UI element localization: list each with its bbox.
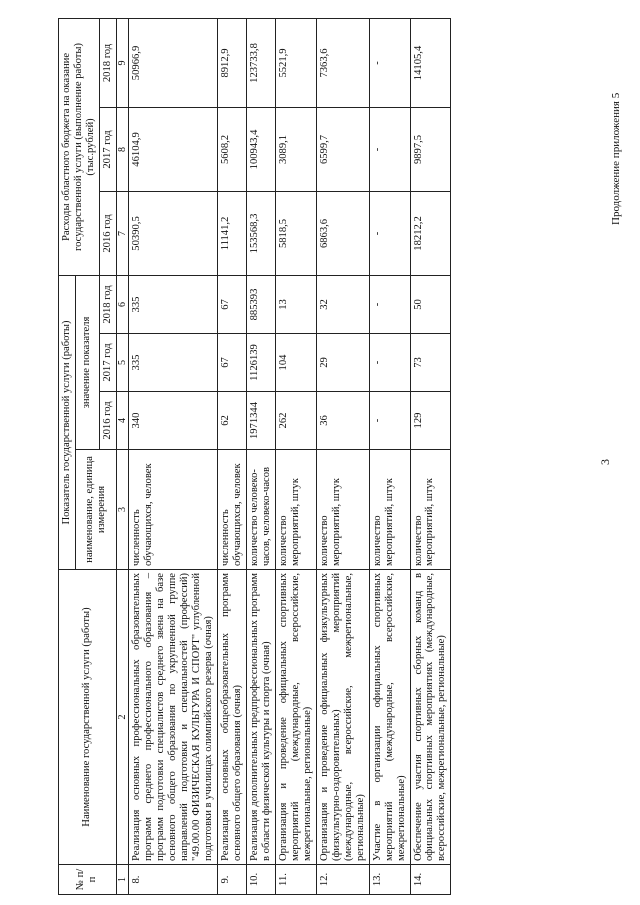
- expense-2018: -: [369, 18, 410, 107]
- header-expense-2016: 2016 год: [99, 191, 116, 275]
- value-2018: 13: [275, 275, 316, 333]
- expense-2016: 6863,6: [316, 191, 369, 275]
- appendix-title: Продолжение приложения 5: [610, 92, 622, 225]
- value-2018: 32: [316, 275, 369, 333]
- expense-2018: 5521,9: [275, 18, 316, 107]
- expense-2017: 6599,7: [316, 107, 369, 191]
- col-index: 3: [116, 450, 128, 570]
- expense-2018: 123733,8: [246, 18, 275, 107]
- expense-2018: 8912,9: [217, 18, 246, 107]
- table-row: [410, 18, 451, 894]
- indicator-name: количество мероприятий, штук: [369, 450, 410, 570]
- table-row: [275, 18, 316, 894]
- service-name: Организация и проведение официальных физкультурных (физкультурно-оздоровительных) мероприятий (международные, всероссийские, межрегиональные, региональные): [316, 570, 369, 865]
- expense-2017: 100943,4: [246, 107, 275, 191]
- indicator-name: количество мероприятий, штук: [275, 450, 316, 570]
- expense-2017: 3089,1: [275, 107, 316, 191]
- value-2017: 1126139: [246, 334, 275, 392]
- value-2016: 340: [129, 392, 218, 450]
- service-name: Реализация дополнительных предпрофессиональных программ в области физической культуры и спорта (очная): [246, 570, 275, 865]
- header-num: № п/п: [59, 865, 117, 895]
- row-number: 9.: [217, 865, 246, 895]
- indicator-name: количество мероприятий, штук: [410, 450, 451, 570]
- service-name: Организация и проведение официальных спортивных мероприятий (международные, всероссийские, межрегиональные, региональные): [275, 570, 316, 865]
- value-2018: 50: [410, 275, 451, 333]
- row-number: 12.: [316, 865, 369, 895]
- value-2016: 129: [410, 392, 451, 450]
- header-service-name: Наименование государственной услуги (работы): [59, 570, 117, 865]
- col-index: 9: [116, 18, 128, 107]
- expense-2017: -: [369, 107, 410, 191]
- service-name: Реализация основных общеобразовательных программ основного общего образования (очная): [217, 570, 246, 865]
- indicator-name: численность обучающихся, человек: [129, 450, 218, 570]
- header-value-2017: 2017 год: [99, 334, 116, 392]
- col-index: 4: [116, 392, 128, 450]
- value-2018: 885393: [246, 275, 275, 333]
- expense-2018: 14105,4: [410, 18, 451, 107]
- service-name: Реализация основных профессиональных образовательных программ среднего профессионального образования – программ подготовки специалистов среднего звена на базе основного общего образования по укрупненной группе направлений подготовки и специальностей (профессий) "49.00.00 ФИЗИЧЕСКАЯ КУЛЬТУРА И СПОРТ" углубленной подготовки в училищах олимпийского резерва (очная): [129, 570, 218, 865]
- col-index: 7: [116, 191, 128, 275]
- col-index: 1: [116, 865, 128, 895]
- indicator-name: количество человеко-часов, человеко-часов: [246, 450, 275, 570]
- col-index: 8: [116, 107, 128, 191]
- row-number: 13.: [369, 865, 410, 895]
- table-row: [217, 18, 246, 894]
- expense-2018: 7363,6: [316, 18, 369, 107]
- service-name: Обеспечение участия спортивных сборных команд в официальных спортивных мероприятиях (международные, всероссийские, межрегиональные, региональные): [410, 570, 451, 865]
- row-number: 14.: [410, 865, 451, 895]
- column-index-row: [116, 18, 128, 894]
- value-2016: -: [369, 392, 410, 450]
- value-2017: 67: [217, 334, 246, 392]
- value-2016: 62: [217, 392, 246, 450]
- expense-2017: 9897,5: [410, 107, 451, 191]
- expense-2017: 46104,9: [129, 107, 218, 191]
- expense-2018: 50966,9: [129, 18, 218, 107]
- value-2017: 73: [410, 334, 451, 392]
- expense-2016: 50390,5: [129, 191, 218, 275]
- col-index: 6: [116, 275, 128, 333]
- expense-2016: 11141,2: [217, 191, 246, 275]
- header-value-2018: 2018 год: [99, 275, 116, 333]
- col-index: 5: [116, 334, 128, 392]
- expense-2016: 153568,3: [246, 191, 275, 275]
- value-2016: 1971344: [246, 392, 275, 450]
- value-2017: -: [369, 334, 410, 392]
- indicator-name: количество мероприятий, штук: [316, 450, 369, 570]
- indicator-name: численность обучающихся, человек: [217, 450, 246, 570]
- service-name: Участие в организации официальных спортивных мероприятий (международные, всероссийские, межрегиональные): [369, 570, 410, 865]
- row-number: 11.: [275, 865, 316, 895]
- expense-2016: 18212,2: [410, 191, 451, 275]
- value-2017: 335: [129, 334, 218, 392]
- row-number: 10.: [246, 865, 275, 895]
- table-row: [369, 18, 410, 894]
- page-number: 3: [598, 459, 612, 465]
- header-value-2016: 2016 год: [99, 392, 116, 450]
- value-2016: 262: [275, 392, 316, 450]
- value-2016: 36: [316, 392, 369, 450]
- value-2018: 335: [129, 275, 218, 333]
- row-number: 8.: [129, 865, 218, 895]
- table-row: [246, 18, 275, 894]
- value-2018: -: [369, 275, 410, 333]
- budget-table: [58, 18, 451, 895]
- col-index: 2: [116, 570, 128, 865]
- table-row: [129, 18, 218, 894]
- expense-2017: 5608,2: [217, 107, 246, 191]
- expense-2016: -: [369, 191, 410, 275]
- header-indicator-value: значение показателя: [75, 275, 99, 449]
- value-2018: 67: [217, 275, 246, 333]
- header-indicator-name: наименование, единица измерения: [75, 450, 116, 570]
- header-expense-2018: 2018 год: [99, 18, 116, 107]
- expense-2016: 5818,5: [275, 191, 316, 275]
- header-indicator-group: Показатель государственной услуги (работы): [59, 275, 76, 569]
- table-row: [316, 18, 369, 894]
- header-expenses: Расходы областного бюджета на оказание государственной услуги (выполнение работы) (тыс.рублей): [59, 18, 100, 275]
- header-expense-2017: 2017 год: [99, 107, 116, 191]
- value-2017: 29: [316, 334, 369, 392]
- value-2017: 104: [275, 334, 316, 392]
